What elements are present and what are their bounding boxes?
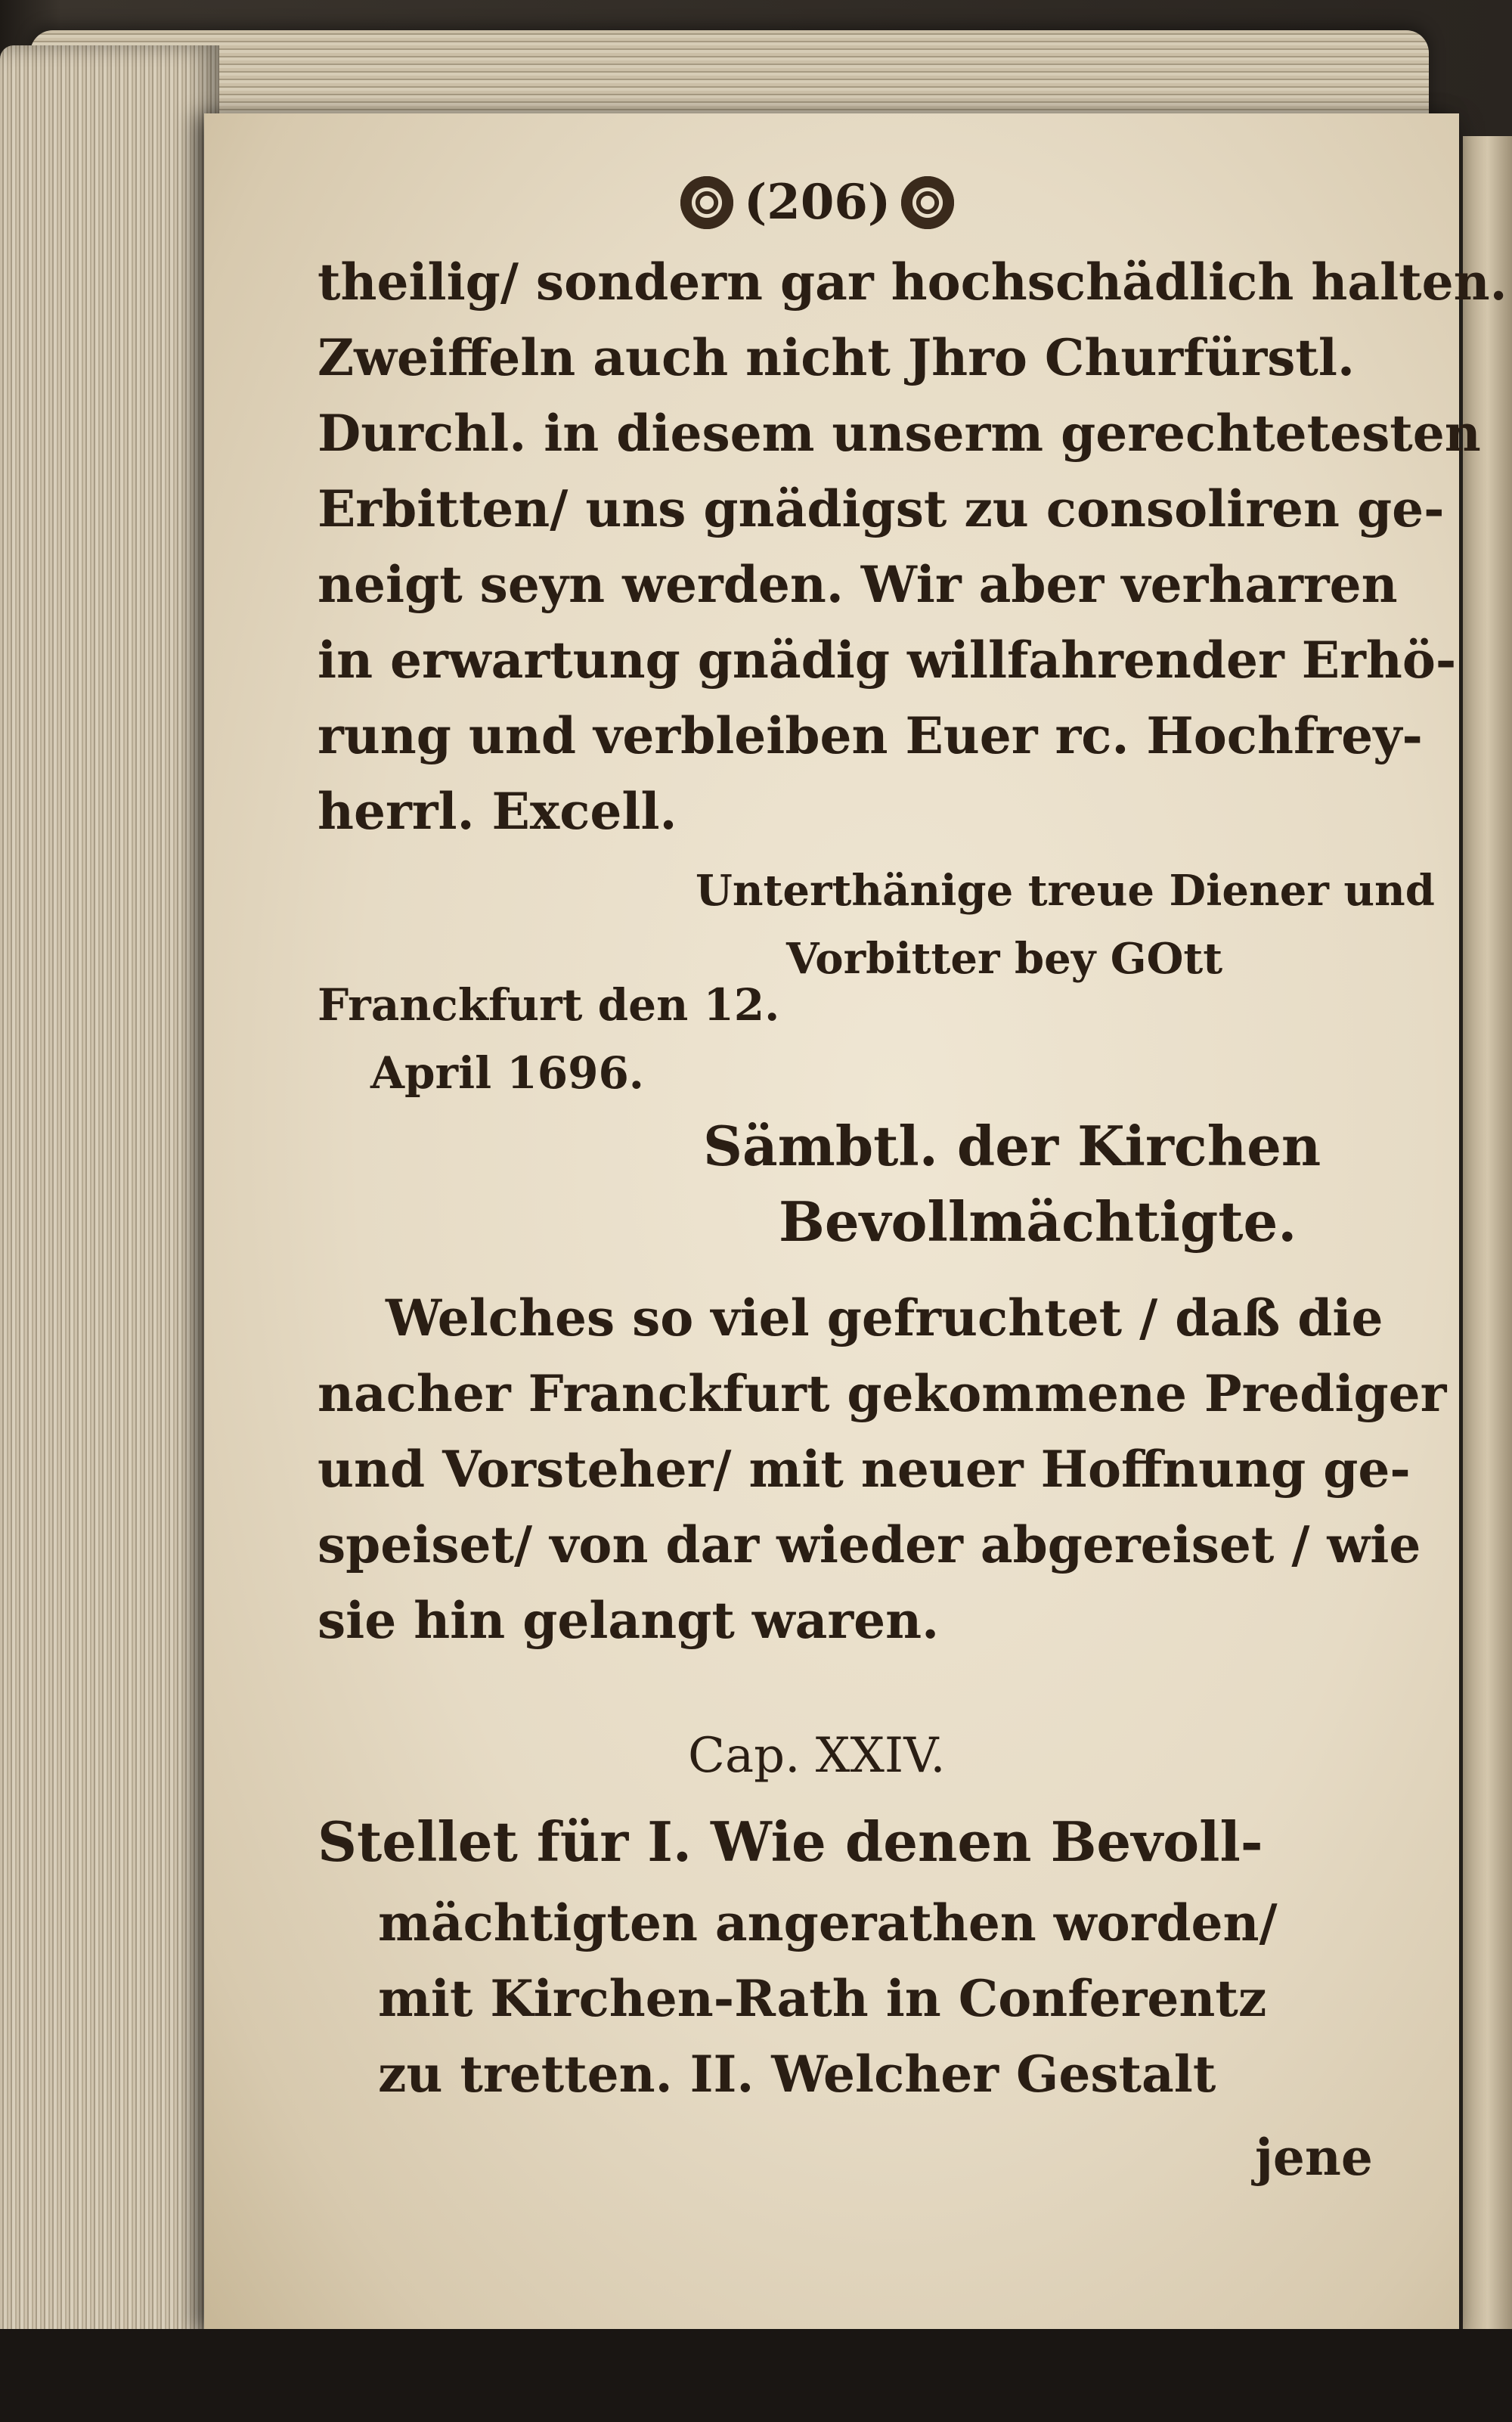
chapter-summary-line-2: mächtigten angerathen worden/ (378, 1893, 1278, 1952)
text-line-7: rung und verbleiben Euer rc. Hochfrey- (318, 706, 1423, 765)
chapter-summary-line-4: zu tretten. II. Welcher Gestalt (378, 2045, 1216, 2104)
book-page (204, 113, 1507, 2329)
closing-date: April 1696. (370, 1047, 644, 1099)
paragraph-line-1: Welches so viel gefruchtet / daß die (386, 1289, 1383, 1347)
paragraph-line-5: sie hin gelangt waren. (318, 1591, 940, 1650)
closing-signature-2: Bevollmächtigte. (779, 1189, 1297, 1254)
text-line-5: neigt seyn werden. Wir aber verharren (318, 555, 1398, 614)
page-header (680, 174, 954, 231)
book-top-edge (30, 30, 1429, 121)
paragraph-line-4: speiset/ von dar wieder abgereiset / wie (318, 1515, 1421, 1574)
chapter-summary-line-1: Stellet für I. Wie denen Bevoll- (318, 1810, 1263, 1874)
text-line-8: herrl. Excell. (318, 782, 677, 841)
closing-signature-1: Sämbtl. der Kirchen (703, 1114, 1321, 1178)
catchword: jene (1255, 2128, 1373, 2187)
page-text (204, 113, 1507, 2329)
closing-salutation-1: Unterthänige treue Diener und (696, 866, 1435, 916)
page-number: (206) (744, 174, 891, 231)
closing-place: Franckfurt den 12. (318, 979, 780, 1031)
next-page-edge (1463, 136, 1512, 2329)
text-line-1: theilig/ sondern gar hochschädlich halten. (318, 253, 1507, 312)
paragraph-line-3: und Vorsteher/ mit neuer Hoffnung ge- (318, 1440, 1411, 1499)
text-line-3: Durchl. in diesem unserm gerechtetesten (318, 404, 1481, 463)
chapter-title: Cap. XXIV. (688, 1728, 946, 1784)
text-line-4: Erbitten/ uns gnädigst zu consoliren ge- (318, 479, 1445, 538)
ornament-right-icon (901, 176, 954, 229)
closing-salutation-2: Vorbitter bey GOtt (786, 934, 1223, 984)
ornament-left-icon (680, 176, 733, 229)
text-line-2: Zweiffeln auch nicht Jhro Churfürstl. (318, 328, 1355, 387)
paragraph-line-2: nacher Franckfurt gekommene Prediger (318, 1364, 1447, 1423)
book-page-stack (0, 45, 219, 2359)
text-line-6: in erwartung gnädig willfahrender Erhö- (318, 631, 1457, 690)
chapter-summary-line-3: mit Kirchen-Rath in Conferentz (378, 1969, 1267, 2028)
bottom-shadow (0, 2329, 1512, 2422)
